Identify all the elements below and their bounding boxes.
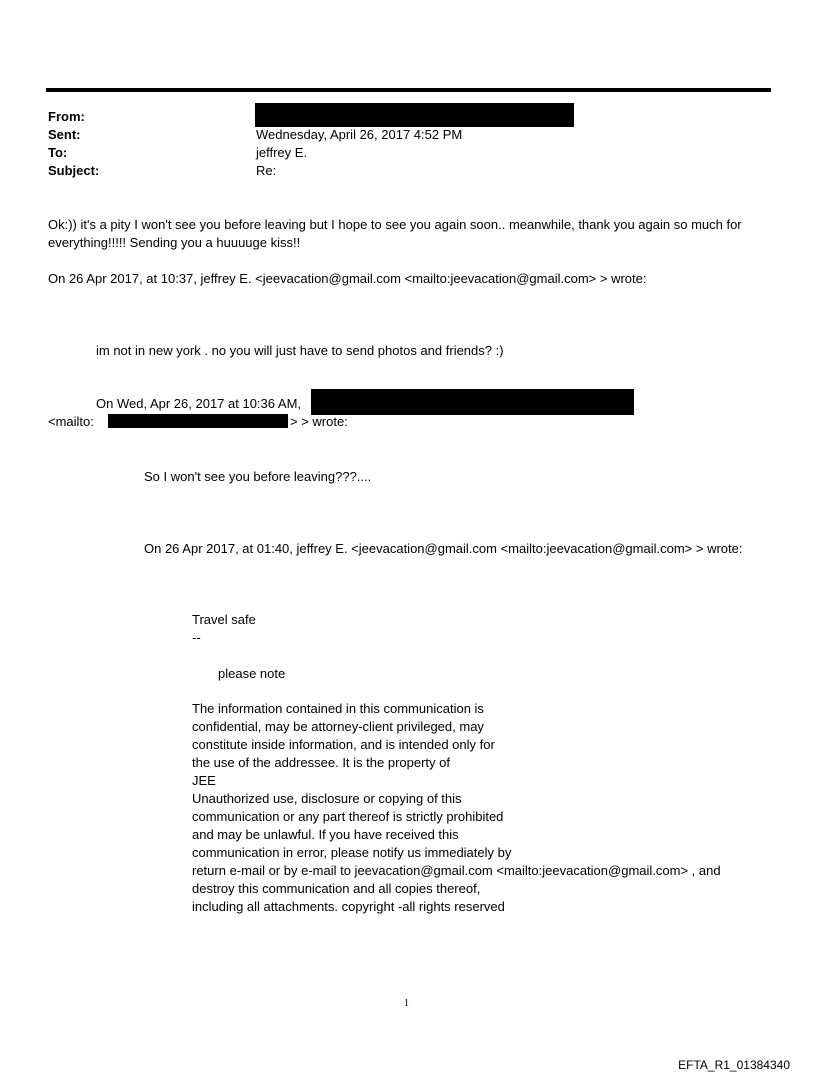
disclaimer-line: and may be unlawful. If you have received this: [192, 827, 459, 842]
quote2-header-line1: On Wed, Apr 26, 2017 at 10:36 AM,: [96, 396, 302, 411]
to-label: To:: [48, 145, 68, 160]
quote1-header: On 26 Apr 2017, at 10:37, jeffrey E. <jeevacation@gmail.com <mailto:jeevacation@gmail.com> > wrote:: [48, 271, 647, 286]
reply-line-1: Ok:)) it's a pity I won't see you before leaving but I hope to see you again soon.. meanwhile, thank you again so much for: [48, 217, 742, 232]
redacted-sender-name: [311, 389, 634, 415]
redacted-sender-email: [108, 414, 288, 428]
quote1-text: im not in new york . no you will just have to send photos and friends? :): [96, 343, 504, 358]
to-value: jeffrey E.: [256, 145, 308, 160]
quote3-line-2: --: [192, 630, 201, 645]
disclaimer-line: confidential, may be attorney-client privileged, may: [192, 719, 484, 734]
disclaimer-line: return e-mail or by e-mail to jeevacation@gmail.com <mailto:jeevacation@gmail.com> , and: [192, 863, 721, 878]
quote2-text: So I won't see you before leaving???....: [144, 469, 372, 484]
subject-value: Re:: [256, 163, 277, 178]
disclaimer-line: communication in error, please notify us immediately by: [192, 845, 512, 860]
quote3-line-1: Travel safe: [192, 612, 256, 627]
please-note: please note: [218, 666, 286, 681]
sent-value: Wednesday, April 26, 2017 4:52 PM: [256, 127, 463, 142]
redacted-from-value: [255, 103, 574, 127]
subject-label: Subject:: [48, 163, 100, 178]
quote2-mailto-prefix: <mailto:: [48, 414, 94, 429]
disclaimer-line: JEE: [192, 773, 216, 788]
reply-line-2: everything!!!!! Sending you a huuuuge kiss!!: [48, 235, 301, 250]
quote2-mailto-suffix: > > wrote:: [290, 414, 348, 429]
sent-label: Sent:: [48, 127, 81, 142]
page-number: 1: [404, 998, 409, 1009]
disclaimer-line: communication or any part thereof is strictly prohibited: [192, 809, 504, 824]
header-rule: [46, 88, 771, 92]
disclaimer-line: destroy this communication and all copies thereof,: [192, 881, 481, 896]
disclaimer-line: including all attachments. copyright -all rights reserved: [192, 899, 505, 914]
disclaimer-line: Unauthorized use, disclosure or copying of this: [192, 791, 462, 806]
bates-number: EFTA_R1_01384340: [678, 1058, 790, 1072]
from-label: From:: [48, 109, 85, 124]
disclaimer-line: the use of the addressee. It is the property of: [192, 755, 450, 770]
quote3-header: On 26 Apr 2017, at 01:40, jeffrey E. <jeevacation@gmail.com <mailto:jeevacation@gmail.com> > wrote:: [144, 541, 743, 556]
disclaimer-block: [192, 700, 721, 916]
disclaimer-line: The information contained in this communication is: [192, 701, 484, 716]
disclaimer-line: constitute inside information, and is intended only for: [192, 737, 495, 752]
